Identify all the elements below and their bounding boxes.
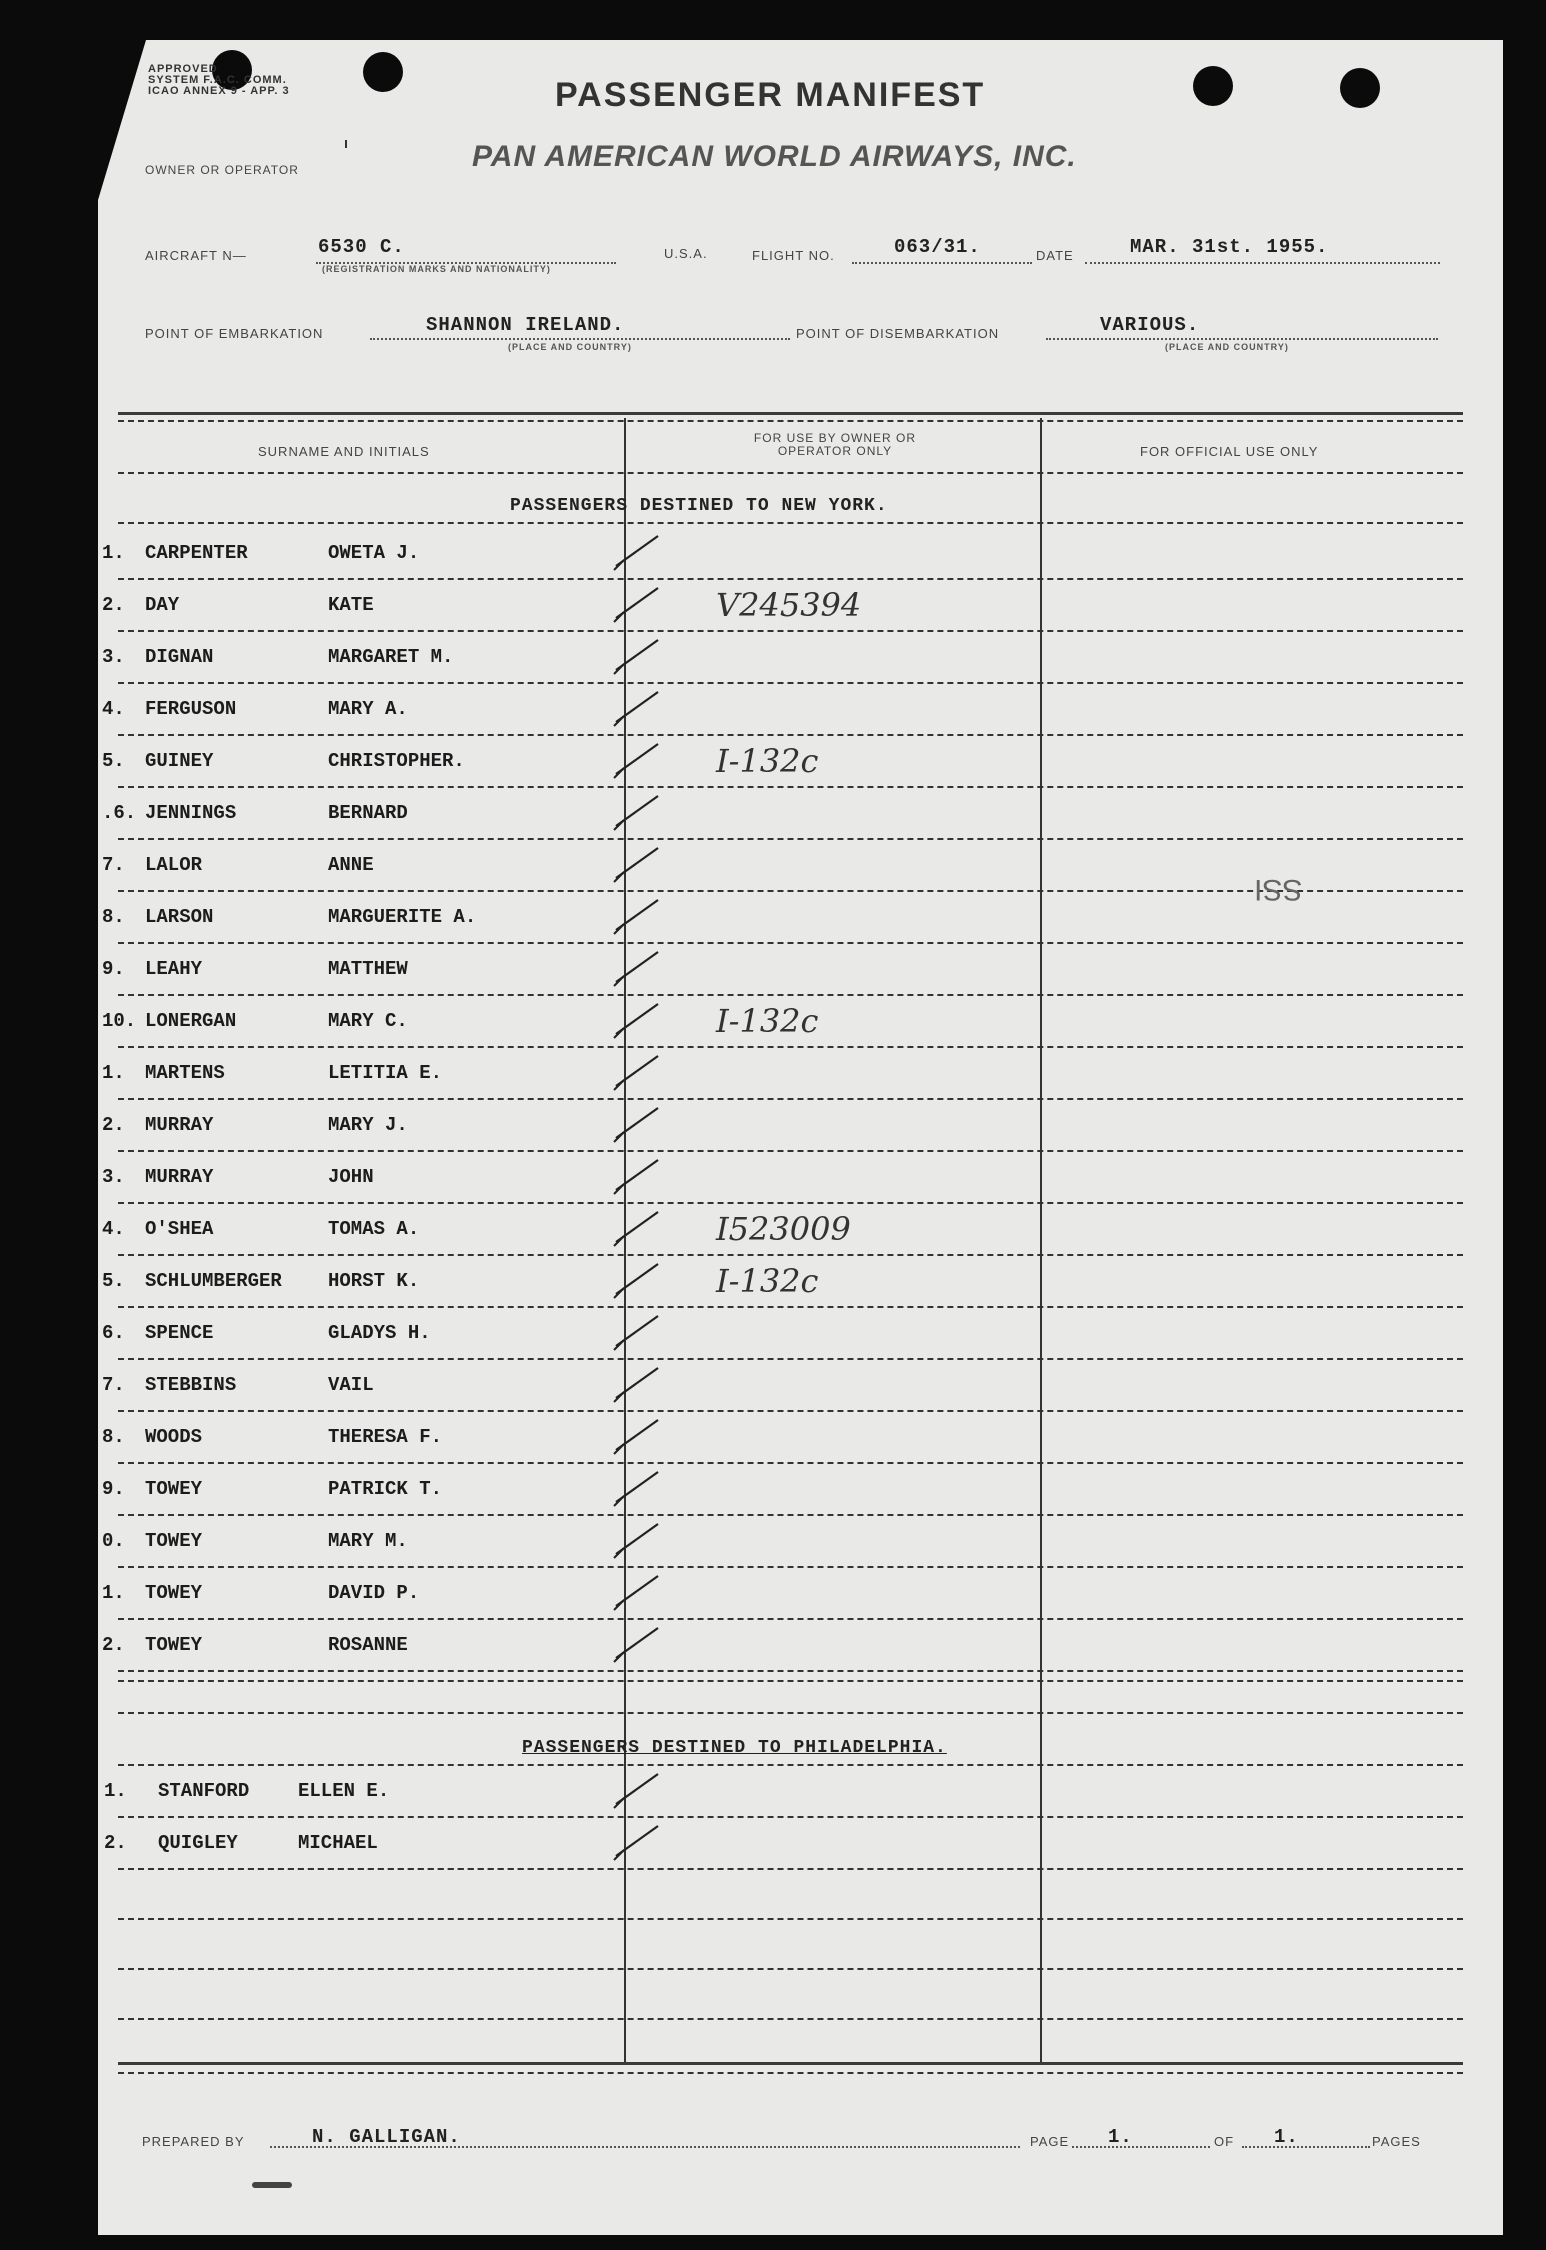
check-mark-icon [612, 1362, 662, 1402]
passenger-given-name: VAIL [328, 1374, 374, 1396]
column-header-official: FOR OFFICIAL USE ONLY [1140, 444, 1319, 459]
passenger-surname: LONERGAN [145, 1010, 237, 1032]
table-row [0, 790, 1546, 842]
passenger-number: 3. [102, 646, 125, 668]
table-row [0, 1466, 1546, 1518]
embarkation-label: POINT OF EMBARKATION [145, 326, 324, 341]
passenger-number: 2. [102, 1114, 125, 1136]
of-value: 1. [1274, 2126, 1299, 2148]
passenger-surname: JENNINGS [145, 802, 237, 824]
check-mark-icon [612, 894, 662, 934]
passenger-given-name: ANNE [328, 854, 374, 876]
check-mark-icon [612, 1258, 662, 1298]
punch-hole-3 [1193, 66, 1233, 106]
passenger-given-name: BERNARD [328, 802, 408, 824]
table-row [0, 1820, 1546, 1872]
passenger-number: 1. [102, 1062, 125, 1084]
passenger-given-name: MARGUERITE A. [328, 906, 477, 928]
date-value: MAR. 31st. 1955. [1130, 236, 1329, 258]
passenger-number: 2. [102, 1634, 125, 1656]
passenger-given-name: LETITIA E. [328, 1062, 443, 1084]
passenger-number: 5. [102, 1270, 125, 1292]
passenger-surname: STEBBINS [145, 1374, 237, 1396]
passenger-surname: SPENCE [145, 1322, 214, 1344]
check-mark-icon [612, 1768, 662, 1808]
passenger-surname: MURRAY [145, 1166, 214, 1188]
passenger-surname: DIGNAN [145, 646, 214, 668]
passenger-surname: SCHLUMBERGER [145, 1270, 282, 1292]
table-row [0, 1102, 1546, 1154]
section-heading-philadelphia: PASSENGERS DESTINED TO PHILADELPHIA. [522, 1738, 947, 1758]
check-mark-icon [612, 998, 662, 1038]
table-row [0, 686, 1546, 738]
passenger-surname: MURRAY [145, 1114, 214, 1136]
table-bottom-rule [118, 2062, 1463, 2065]
passenger-surname: MARTENS [145, 1062, 225, 1084]
passenger-surname: QUIGLEY [158, 1832, 238, 1854]
table-row [0, 634, 1546, 686]
table-row [0, 1518, 1546, 1570]
table-row [0, 738, 1546, 790]
table-row [0, 1414, 1546, 1466]
embarkation-caption: (PLACE AND COUNTRY) [508, 342, 632, 352]
passenger-number: 8. [102, 1426, 125, 1448]
clipped-corner [98, 40, 146, 200]
passenger-given-name: CHRISTOPHER. [328, 750, 465, 772]
passenger-given-name: THERESA F. [328, 1426, 443, 1448]
prepared-by-label: PREPARED BY [142, 2134, 245, 2149]
column-header-owner: FOR USE BY OWNER OR OPERATOR ONLY [753, 431, 917, 458]
passenger-number: 4. [102, 1218, 125, 1240]
passenger-surname: TOWEY [145, 1582, 203, 1604]
table-row [0, 1310, 1546, 1362]
passenger-surname: O'SHEA [145, 1218, 214, 1240]
punch-hole-4 [1340, 68, 1380, 108]
table-row [0, 894, 1546, 946]
check-mark-icon [612, 1154, 662, 1194]
check-mark-icon [612, 1466, 662, 1506]
approval-stamp: APPROVED SYSTEM F.A.C. COMM. ICAO ANNEX 9 - APP. 3 [148, 63, 290, 97]
check-mark-icon [612, 790, 662, 830]
passenger-surname: TOWEY [145, 1530, 203, 1552]
passenger-given-name: MICHAEL [298, 1832, 378, 1854]
passenger-number: 1. [104, 1780, 127, 1802]
aircraft-value: 6530 C. [318, 236, 405, 258]
check-mark-icon [612, 1820, 662, 1860]
passenger-given-name: KATE [328, 594, 374, 616]
form-stamp-mark [252, 2182, 292, 2188]
passenger-given-name: DAVID P. [328, 1582, 420, 1604]
owner-label: OWNER OR OPERATOR [145, 163, 299, 177]
passenger-given-name: JOHN [328, 1166, 374, 1188]
owner-name: PAN AMERICAN WORLD AIRWAYS, INC. [472, 140, 1077, 173]
flight-label: FLIGHT NO. [752, 248, 835, 263]
table-row [0, 530, 1546, 582]
passenger-number: 6. [102, 1322, 125, 1344]
passenger-note: I-132c [716, 742, 819, 780]
passenger-number: 9. [102, 958, 125, 980]
passenger-number: 4. [102, 698, 125, 720]
passenger-given-name: MARY C. [328, 1010, 408, 1032]
passenger-number: .6. [102, 802, 137, 824]
date-label: DATE [1036, 248, 1074, 263]
check-mark-icon [612, 634, 662, 674]
check-mark-icon [612, 530, 662, 570]
table-row [0, 1050, 1546, 1102]
owner-mark [345, 140, 347, 148]
check-mark-icon [612, 582, 662, 622]
page-label: PAGE [1030, 2134, 1070, 2149]
passenger-surname: TOWEY [145, 1478, 203, 1500]
check-mark-icon [612, 738, 662, 778]
table-row [0, 1362, 1546, 1414]
pages-label: PAGES [1372, 2134, 1421, 2149]
passenger-note: I-132c [716, 1002, 819, 1040]
punch-hole-2 [363, 52, 403, 92]
passenger-given-name: HORST K. [328, 1270, 420, 1292]
disembarkation-value: VARIOUS. [1100, 314, 1200, 336]
passenger-number: 7. [102, 854, 125, 876]
table-row [0, 1622, 1546, 1674]
table-row [0, 946, 1546, 998]
passenger-surname: GUINEY [145, 750, 214, 772]
passenger-given-name: MATTHEW [328, 958, 408, 980]
check-mark-icon [612, 1050, 662, 1090]
passenger-given-name: ELLEN E. [298, 1780, 390, 1802]
official-use-mark: SSI [1254, 873, 1303, 906]
passenger-note: I523009 [716, 1210, 851, 1248]
aircraft-caption: (REGISTRATION MARKS AND NATIONALITY) [322, 264, 551, 274]
prepared-by-value: N. GALLIGAN. [312, 2126, 461, 2148]
table-row [0, 582, 1546, 634]
aircraft-label: AIRCRAFT N— [145, 248, 247, 263]
passenger-given-name: PATRICK T. [328, 1478, 443, 1500]
passenger-surname: LEAHY [145, 958, 203, 980]
table-row [0, 1570, 1546, 1622]
passenger-number: 8. [102, 906, 125, 928]
table-row [0, 998, 1546, 1050]
passenger-given-name: GLADYS H. [328, 1322, 431, 1344]
passenger-surname: TOWEY [145, 1634, 203, 1656]
passenger-surname: LARSON [145, 906, 214, 928]
passenger-number: 2. [104, 1832, 127, 1854]
of-label: OF [1214, 2134, 1235, 2149]
passenger-number: 0. [102, 1530, 125, 1552]
passenger-given-name: OWETA J. [328, 542, 420, 564]
check-mark-icon [612, 842, 662, 882]
passenger-number: 7. [102, 1374, 125, 1396]
passenger-note: I-132c [716, 1262, 819, 1300]
table-row [0, 1154, 1546, 1206]
embarkation-value: SHANNON IRELAND. [426, 314, 625, 336]
passenger-given-name: MARGARET M. [328, 646, 454, 668]
passenger-number: 1. [102, 1582, 125, 1604]
check-mark-icon [612, 686, 662, 726]
passenger-given-name: TOMAS A. [328, 1218, 420, 1240]
column-header-name: SURNAME AND INITIALS [258, 444, 430, 459]
passenger-surname: FERGUSON [145, 698, 237, 720]
passenger-surname: DAY [145, 594, 180, 616]
section-heading-new-york: PASSENGERS DESTINED TO NEW YORK. [510, 496, 888, 516]
flight-value: 063/31. [894, 236, 981, 258]
check-mark-icon [612, 1518, 662, 1558]
table-row [0, 1206, 1546, 1258]
passenger-surname: LALOR [145, 854, 203, 876]
table-top-rule [118, 412, 1463, 415]
passenger-number: 10. [102, 1010, 137, 1032]
passenger-surname: WOODS [145, 1426, 203, 1448]
table-row [0, 842, 1546, 894]
passenger-number: 1. [102, 542, 125, 564]
passenger-given-name: MARY A. [328, 698, 408, 720]
passenger-surname: STANFORD [158, 1780, 250, 1802]
passenger-note: V245394 [716, 586, 862, 624]
table-row [0, 1258, 1546, 1310]
check-mark-icon [612, 1206, 662, 1246]
disembarkation-label: POINT OF DISEMBARKATION [796, 326, 1000, 341]
check-mark-icon [612, 1102, 662, 1142]
check-mark-icon [612, 1414, 662, 1454]
passenger-given-name: MARY J. [328, 1114, 408, 1136]
check-mark-icon [612, 1622, 662, 1662]
passenger-given-name: MARY M. [328, 1530, 408, 1552]
passenger-number: 3. [102, 1166, 125, 1188]
passenger-number: 5. [102, 750, 125, 772]
check-mark-icon [612, 946, 662, 986]
usa-label: U.S.A. [664, 246, 708, 261]
check-mark-icon [612, 1570, 662, 1610]
page-value: 1. [1108, 2126, 1133, 2148]
passenger-number: 2. [102, 594, 125, 616]
page-title: PASSENGER MANIFEST [555, 76, 986, 114]
disembarkation-caption: (PLACE AND COUNTRY) [1165, 342, 1289, 352]
check-mark-icon [612, 1310, 662, 1350]
passenger-given-name: ROSANNE [328, 1634, 408, 1656]
passenger-number: 9. [102, 1478, 125, 1500]
table-row [0, 1768, 1546, 1820]
passenger-surname: CARPENTER [145, 542, 248, 564]
